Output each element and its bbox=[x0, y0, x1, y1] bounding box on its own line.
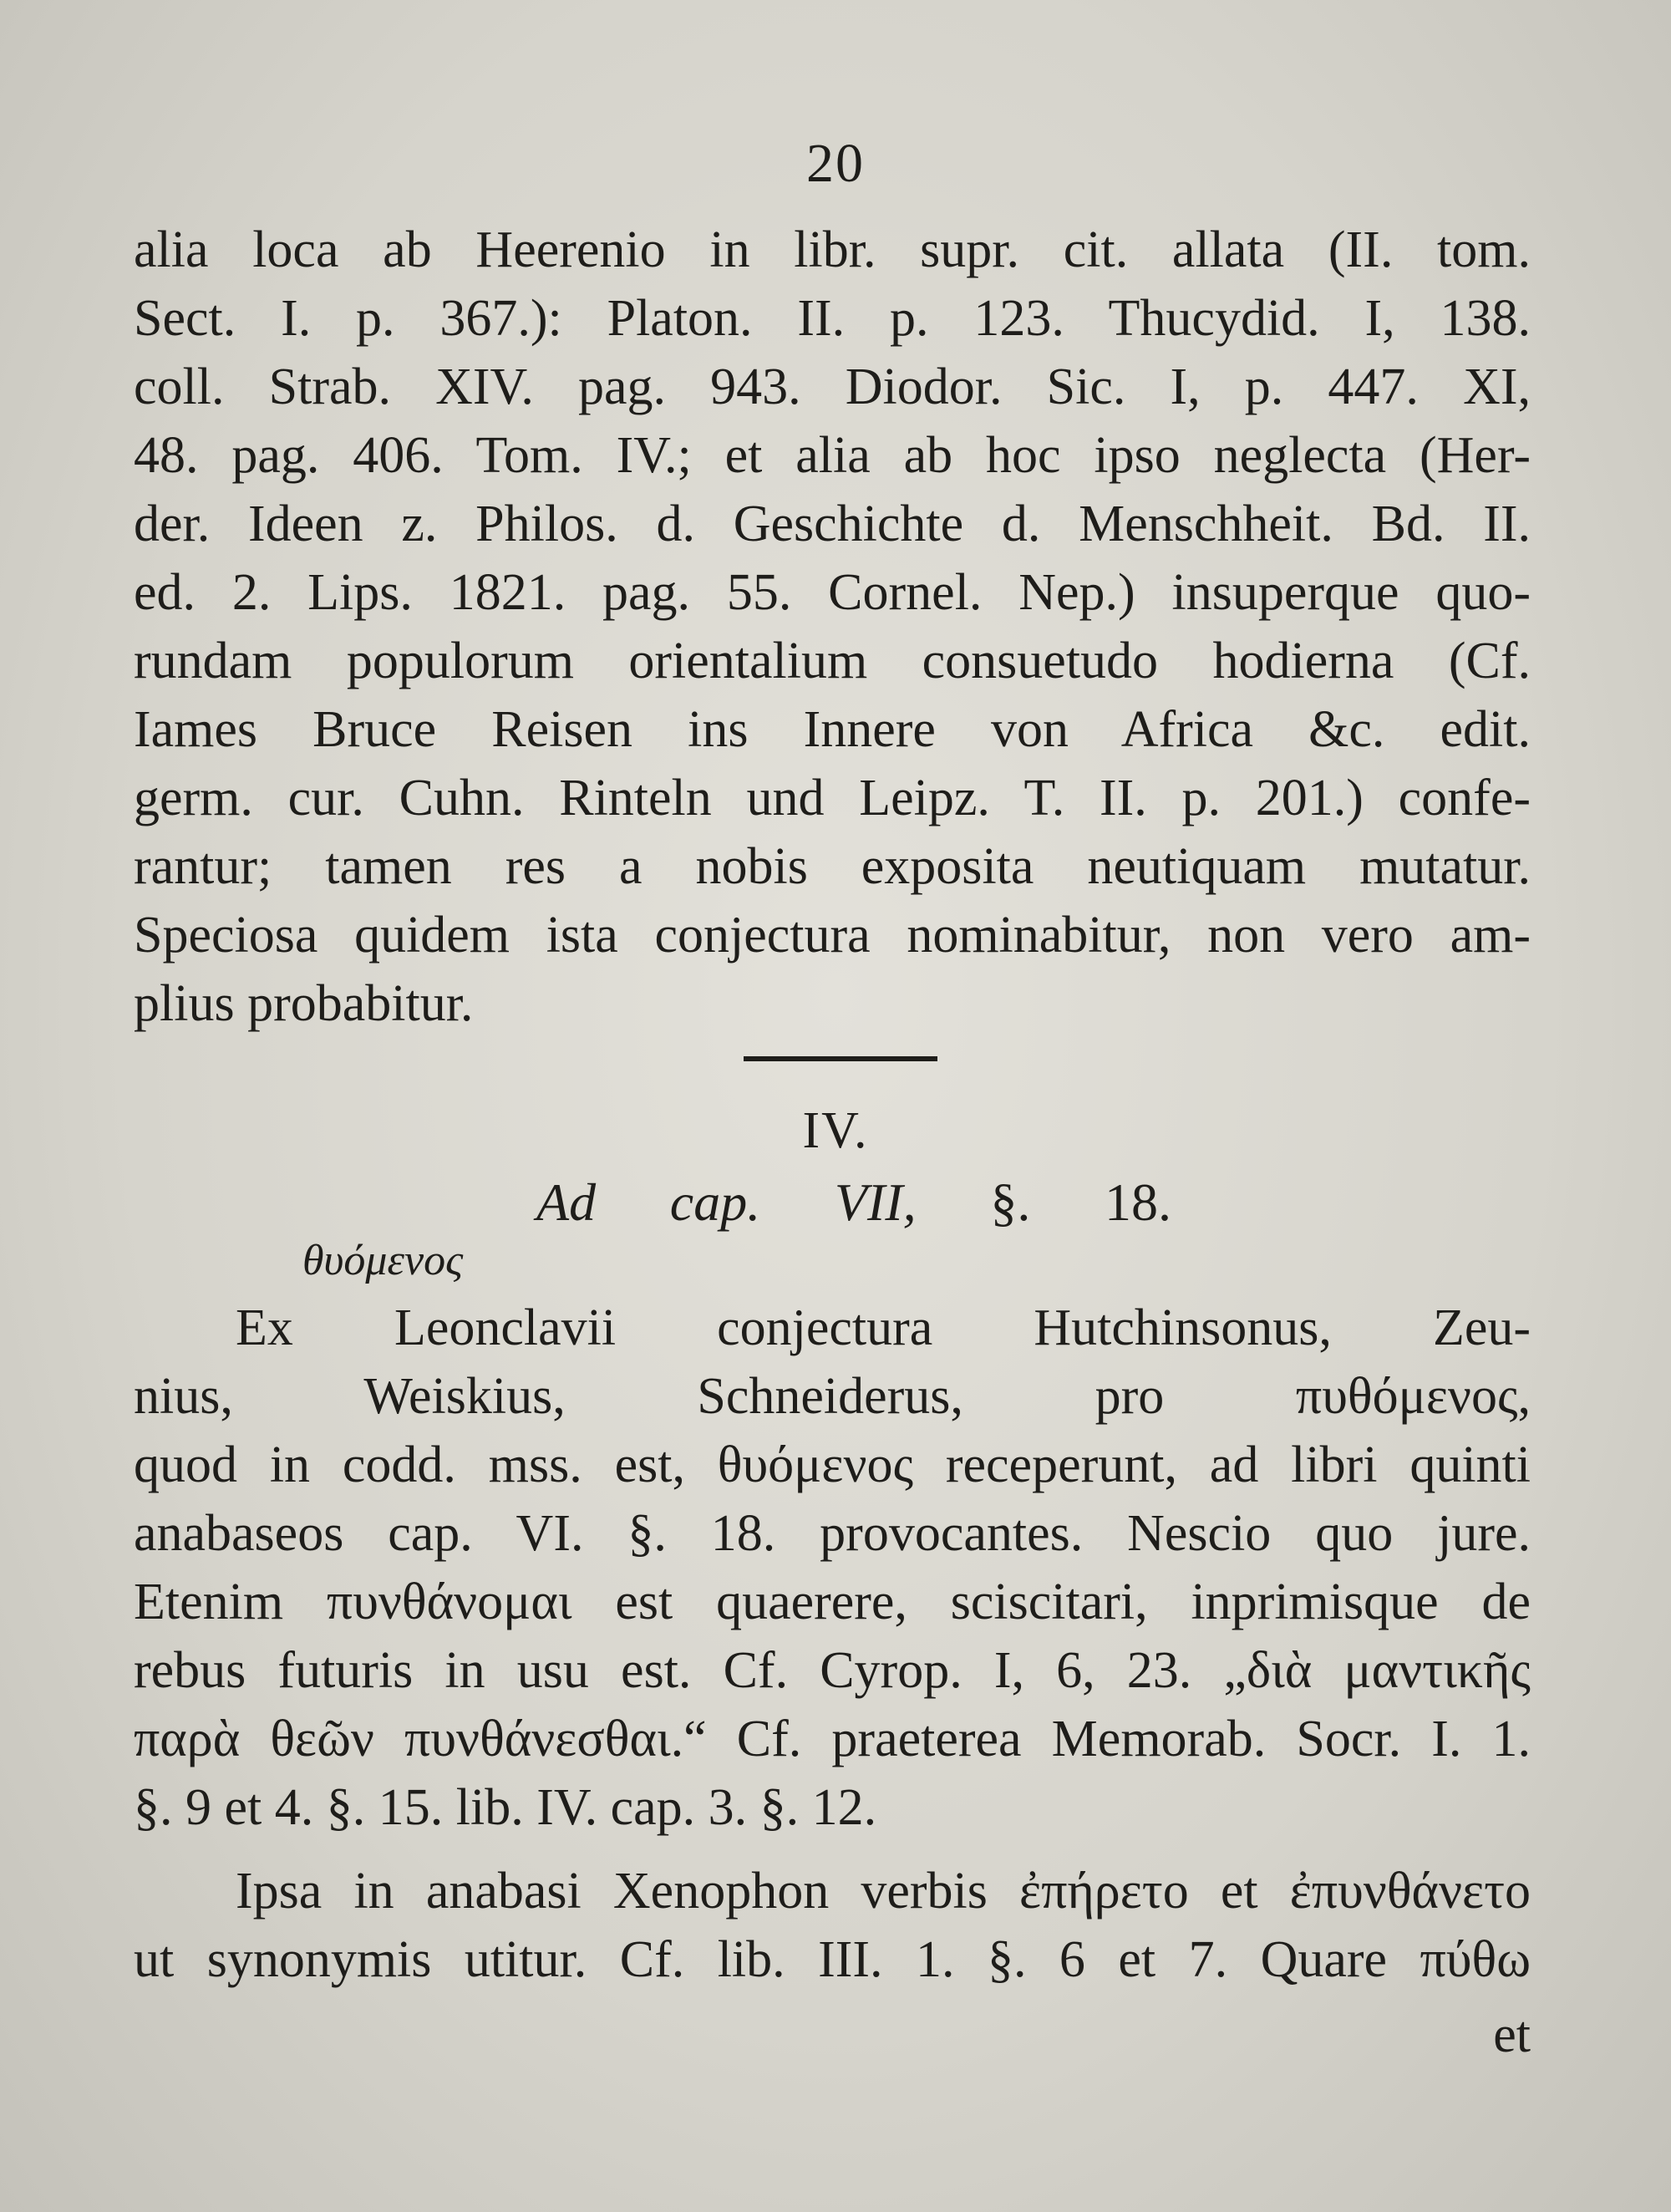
section-reference bbox=[536, 1168, 1171, 1237]
text-line: 48. pag. 406. Tom. IV.; et alia ab hoc ipso neglecta (Her- bbox=[134, 427, 1531, 484]
section-ref-word: VII, bbox=[834, 1172, 917, 1232]
section-ref-word: cap. bbox=[669, 1172, 761, 1232]
text-line: rantur; tamen res a nobis exposita neutiquam mutatur. bbox=[134, 838, 1531, 895]
paragraph-2 bbox=[134, 1294, 1531, 1842]
text-line: germ. cur. Cuhn. Rinteln und Leipz. T. II. p. 201.) confe- bbox=[134, 770, 1531, 826]
text-line: Speciosa quidem ista conjectura nominabitur, non vero am- bbox=[134, 907, 1531, 964]
page-number: 20 bbox=[806, 133, 865, 194]
text-line: Ex Leonclavii conjectura Hutchinsonus, Zeu- bbox=[236, 1299, 1531, 1356]
text-line: der. Ideen z. Philos. d. Geschichte d. Menschheit. Bd. II. bbox=[134, 496, 1531, 552]
text-line: Iames Bruce Reisen ins Innere von Africa &c. edit. bbox=[134, 701, 1531, 758]
paragraph-1 bbox=[134, 216, 1531, 1038]
text-line: Ipsa in anabasi Xenophon verbis ἐπήρετο et ἐπυνθάνετο bbox=[236, 1863, 1531, 1920]
text-line: Etenim πυνθάνομαι est quaerere, sciscitari, inprimisque de bbox=[134, 1574, 1531, 1630]
text-line: §. 9 et 4. §. 15. lib. IV. cap. 3. §. 12. bbox=[134, 1779, 877, 1836]
text-line: alia loca ab Heerenio in libr. supr. cit. allata (II. tom. bbox=[134, 221, 1531, 278]
catchword: et bbox=[1493, 2006, 1531, 2063]
section-divider bbox=[744, 1056, 937, 1061]
section-ref-word: §. 18. bbox=[990, 1172, 1172, 1232]
text-line: rundam populorum orientalium consuetudo hodierna (Cf. bbox=[134, 633, 1531, 689]
text-line: Sect. I. p. 367.): Platon. II. p. 123. Thucydid. I, 138. bbox=[134, 290, 1531, 347]
text-line: quod in codd. mss. est, θυόμενος receperunt, ad libri quinti bbox=[134, 1437, 1531, 1493]
text-line: παρὰ θεῶν πυνθάνεσθαι.“ Cf. praeterea Memorab. Socr. I. 1. bbox=[134, 1711, 1531, 1767]
text-line: nius, Weiskius, Schneiderus, pro πυθόμενος, bbox=[134, 1368, 1531, 1425]
section-number: IV. bbox=[802, 1102, 869, 1159]
text-line: coll. Strab. XIV. pag. 943. Diodor. Sic. I, p. 447. XI, bbox=[134, 358, 1531, 415]
text-line: plius probabitur. bbox=[134, 975, 474, 1032]
text-line: ed. 2. Lips. 1821. pag. 55. Cornel. Nep.) insuperque quo- bbox=[134, 564, 1531, 621]
text-line: anabaseos cap. VI. §. 18. provocantes. Nescio quo jure. bbox=[134, 1505, 1531, 1562]
text-line: ut synonymis utitur. Cf. lib. III. 1. §. 6 et 7. Quare πύθω bbox=[134, 1931, 1531, 1988]
lemma: θυόμενος bbox=[302, 1237, 464, 1284]
section-ref-word: Ad bbox=[536, 1172, 597, 1232]
paragraph-3 bbox=[134, 1857, 1531, 1994]
text-line: rebus futuris in usu est. Cf. Cyrop. I, 6, 23. „διὰ μαντικῆς bbox=[134, 1642, 1531, 1699]
